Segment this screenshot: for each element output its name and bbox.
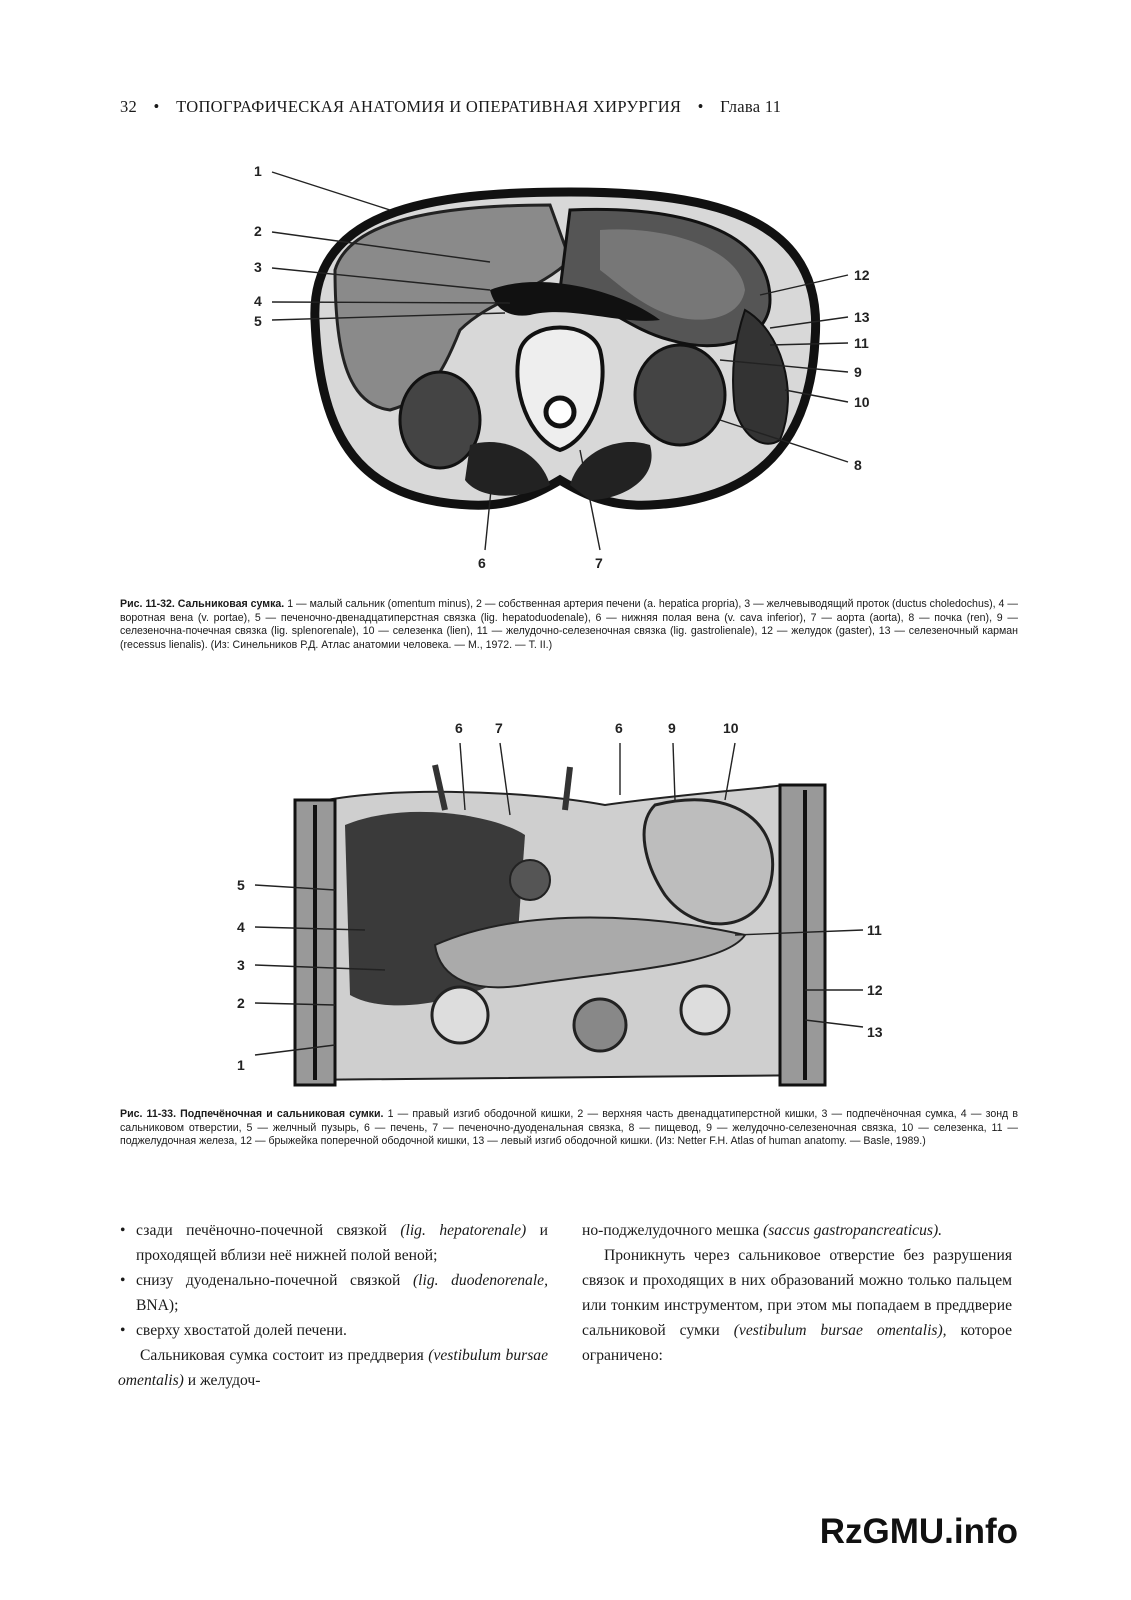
fig1-label: 1 bbox=[254, 163, 262, 179]
book-title: ТОПОГРАФИЧЕСКАЯ АНАТОМИЯ И ОПЕРАТИВНАЯ ХИРУРГИЯ bbox=[176, 97, 682, 116]
colon-loop bbox=[574, 999, 626, 1051]
left-abdominal-wall bbox=[780, 785, 825, 1085]
latin-term: (lig. duodenorenale, bbox=[412, 1272, 548, 1289]
header-bullet: • bbox=[697, 97, 704, 116]
figure-11-32 bbox=[240, 150, 880, 580]
esophagus-cross bbox=[510, 860, 550, 900]
text-span: Сальниковая сумка состоит из преддверия bbox=[140, 1347, 429, 1364]
text-column-right bbox=[582, 1218, 1012, 1368]
paragraph bbox=[582, 1243, 1012, 1368]
fig1-label: 6 bbox=[478, 555, 486, 571]
right-kidney bbox=[400, 372, 480, 468]
fig2-label: 12 bbox=[867, 982, 883, 998]
caption-lead: Рис. 11-33. Подпечёночная и сальниковая сумки. bbox=[120, 1108, 384, 1120]
fig1-label: 7 bbox=[595, 555, 603, 571]
left-kidney bbox=[635, 345, 725, 445]
text-span: и проходящей вблизи неё нижней полой веной; bbox=[136, 1222, 548, 1264]
fig2-label: 10 bbox=[723, 720, 739, 736]
text-span: сверху хвостатой долей печени. bbox=[136, 1322, 347, 1339]
text-span: и желудоч- bbox=[183, 1372, 261, 1389]
text-span: BNA); bbox=[136, 1297, 179, 1314]
fig2-label: 4 bbox=[237, 919, 245, 935]
fig1-label: 3 bbox=[254, 259, 262, 275]
figure-11-33-caption bbox=[120, 1108, 1018, 1149]
fig1-label: 4 bbox=[254, 293, 262, 309]
fig1-label: 10 bbox=[854, 394, 870, 410]
text-span: Проникнуть через сальниковое отверстие без разрушения связок и проходящих в них образований можно только пальцем или тонким инструментом, при этом мы попадаем в преддверие сальниковой сумки bbox=[582, 1247, 1012, 1339]
list-item bbox=[118, 1318, 548, 1343]
caption-lead: Рис. 11-32. Сальниковая сумка. bbox=[120, 598, 285, 610]
paragraph bbox=[582, 1218, 1012, 1243]
page-number: 32 bbox=[120, 97, 138, 116]
fig1-label: 9 bbox=[854, 364, 862, 380]
fig2-label: 6 bbox=[615, 720, 623, 736]
latin-term: (lig. hepatorenale) bbox=[400, 1222, 527, 1239]
fig1-label: 5 bbox=[254, 313, 262, 329]
chapter-label: Глава 11 bbox=[720, 97, 782, 116]
latin-term: (vestibulum bursae omentalis), bbox=[733, 1322, 947, 1339]
fig1-label: 12 bbox=[854, 267, 870, 283]
latin-term: (vestibulum bursae omentalis) bbox=[118, 1347, 548, 1389]
fig2-label: 9 bbox=[668, 720, 676, 736]
fig1-label: 11 bbox=[854, 335, 869, 351]
paragraph bbox=[118, 1343, 548, 1393]
running-header bbox=[120, 97, 940, 117]
text-span: но-поджелудочного мешка bbox=[582, 1222, 764, 1239]
figure-11-32-caption bbox=[120, 598, 1018, 652]
text-span: которое ограничено: bbox=[582, 1322, 1012, 1364]
fig2-label: 5 bbox=[237, 877, 245, 893]
caption-body: 1 — правый изгиб ободочной кишки, 2 — верхняя часть двенадцатиперстной кишки, 3 — подпечёночная сумка, 4 — зонд в сальниковом отверстии, 5 — желчный пузырь, 6 — печень, 7 — печеночно-дуоденальная связка, 8 — пищевод, 9 — желудочно-селезеночная связка, 10 — селезенка, 11 — поджелудочная железа, 12 — брыжейка поперечной ободочной кишки, 13 — левый изгиб ободочной кишки. (Из: Netter F.H. Atlas of human anatomy. — Basle, 1989.) bbox=[120, 1108, 1019, 1148]
text-span: снизу дуоденально-почечной связкой bbox=[136, 1272, 413, 1289]
fig2-label: 7 bbox=[495, 720, 503, 736]
list-item bbox=[118, 1268, 548, 1318]
fig1-label: 13 bbox=[854, 309, 870, 325]
colon-loop-left bbox=[681, 986, 729, 1034]
fig1-label: 2 bbox=[254, 223, 262, 239]
duodenum-loop bbox=[432, 987, 488, 1043]
fig2-label: 13 bbox=[867, 1024, 883, 1040]
fig2-label: 3 bbox=[237, 957, 245, 973]
text-column-left bbox=[118, 1218, 548, 1393]
fig2-label: 2 bbox=[237, 995, 245, 1011]
latin-term: (saccus gastropancreaticus). bbox=[763, 1222, 943, 1239]
header-bullet: • bbox=[153, 97, 160, 116]
spinal-canal bbox=[546, 398, 574, 426]
fig2-label: 11 bbox=[867, 922, 882, 938]
fig2-label: 6 bbox=[455, 720, 463, 736]
fig2-label: 1 bbox=[237, 1057, 245, 1073]
bursa-illustration bbox=[225, 715, 905, 1090]
list-item bbox=[118, 1218, 548, 1268]
cross-section-illustration bbox=[240, 150, 880, 580]
fig1-label: 8 bbox=[854, 457, 862, 473]
caption-body: 1 — малый сальник (omentum minus), 2 — собственная артерия печени (a. hepatica propria), 3 — желчевыводящий проток (ductus choledochus), 4 — воротная вена (v. portae), 5 — печеночно-двенадцатиперстная связка (lig. hepatoduodenale), 6 — нижняя полая вена (v. cava inferior), 7 — аорта (aorta), 8 — почка (ren), 9 — селезеночна-почечная связка (lig. splenorenale), 10 — селезенка (lien), 11 — желудочно-селезеночная связка (lig. gastrolienale), 12 — желудок (gaster), 13 — селезеночный карман (recessus lienalis). (Из: Синельников Р.Д. Атлас анатомии человека. — М., 1972. — Т. II.) bbox=[120, 598, 1018, 651]
site-watermark: RzGMU.info bbox=[819, 1512, 1018, 1551]
figure-11-33 bbox=[225, 715, 905, 1090]
text-span: сзади печёночно-почечной связкой bbox=[136, 1222, 401, 1239]
